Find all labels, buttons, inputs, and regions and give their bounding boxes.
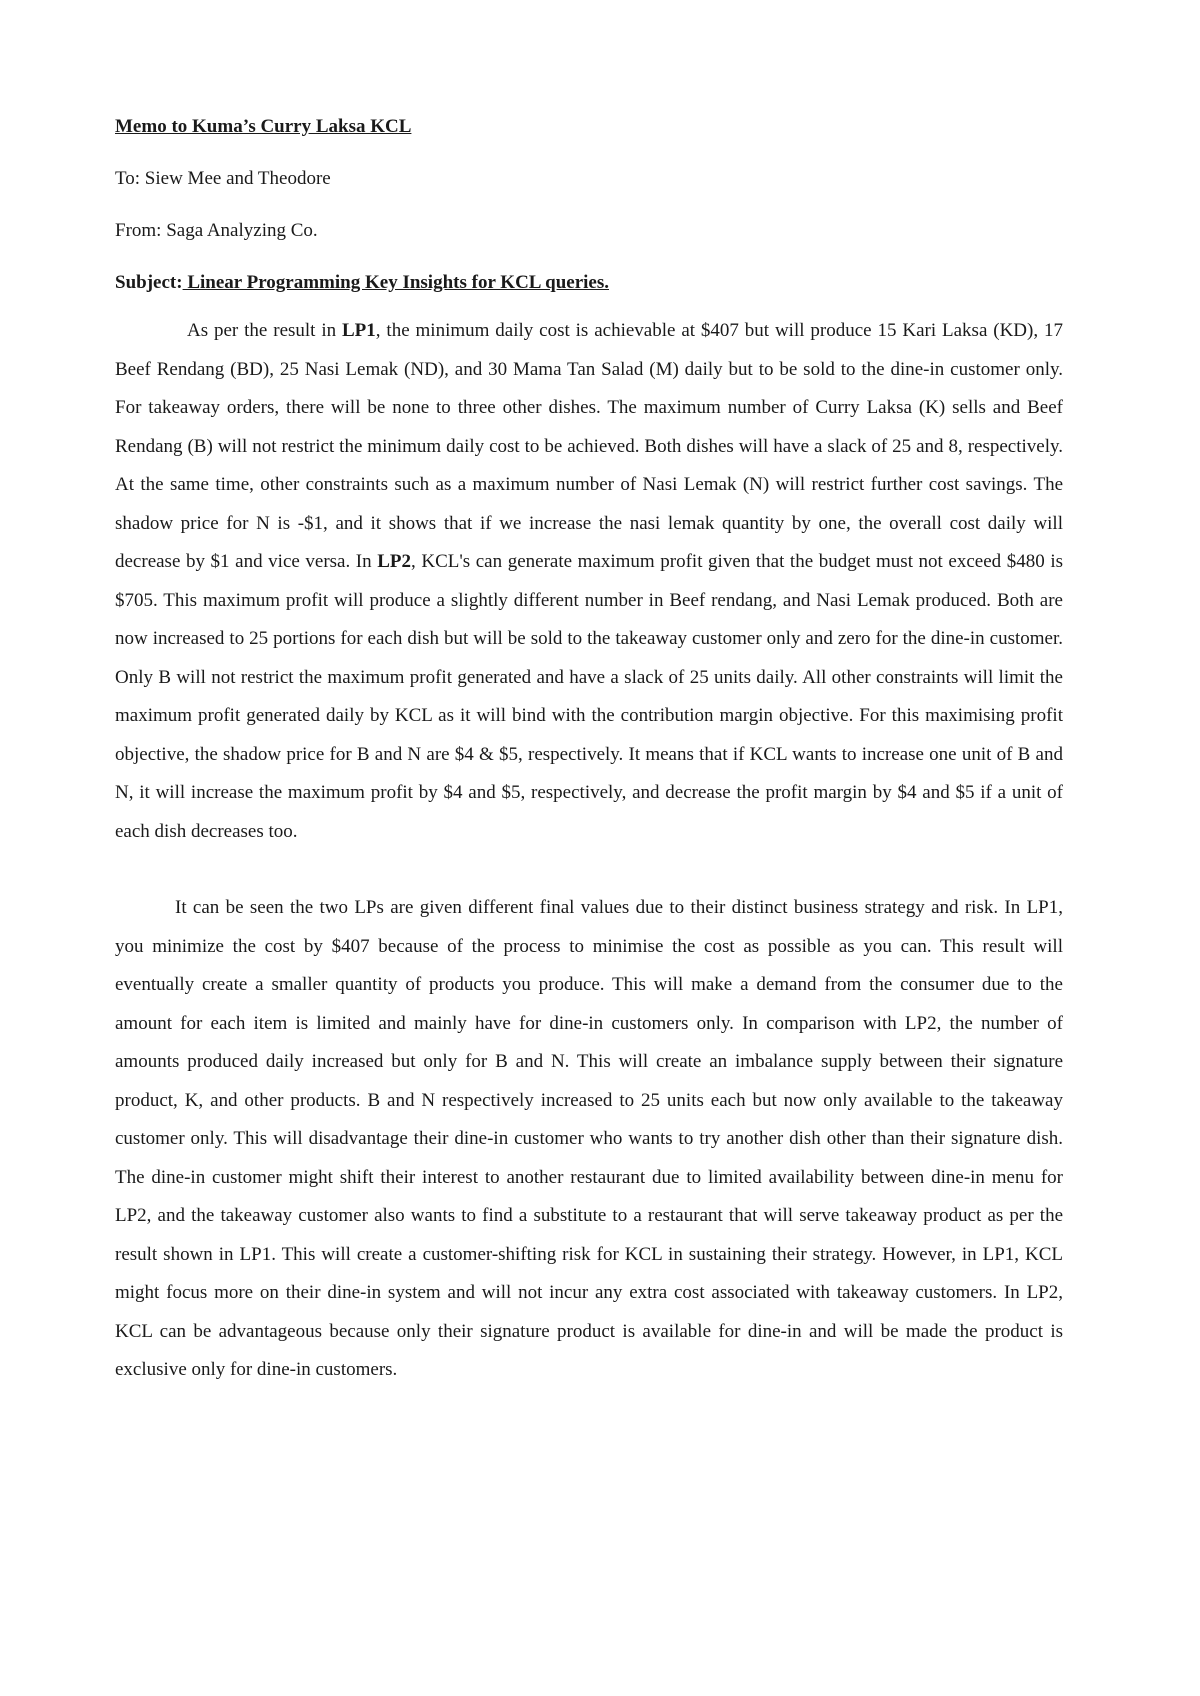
paragraph-1-lp1-term: LP1 (342, 320, 376, 341)
body-paragraph-1 (115, 312, 1063, 851)
memo-to-line: To: Siew Mee and Theodore (115, 168, 331, 189)
memo-title: Memo to Kuma’s Curry Laksa KCL (115, 116, 412, 137)
memo-subject-line (115, 268, 1063, 298)
body-paragraph-2: It can be seen the two LPs are given different final values due to their distinct business strategy and risk. In LP1, you minimize the cost by $407 because of the process to minimise the cost as possible as you can. This result will eventually create a smaller quantity of products you produce. This will make a demand from the consumer due to the amount for each item is limited and mainly have for dine-in customers only. In comparison with LP2, the number of amounts produced daily increased but only for B and N. This will create an imbalance supply between their signature product, K, and other products. B and N respectively increased to 25 units each but now only available to the takeaway customer only. This will disadvantage their dine-in customer who wants to try another dish other than their signature dish. The dine-in customer might shift their interest to another restaurant due to limited availability between dine-in menu for LP2, and the takeaway customer also wants to find a substitute to a restaurant that will serve takeaway product as per the result shown in LP1. This will create a customer-shifting risk for KCL in sustaining their strategy. However, in LP1, KCL might focus more on their dine-in system and will not incur any extra cost associated with takeaway customers. In LP2, KCL can be advantageous because only their signature product is available for dine-in and will be made the product is exclusive only for dine-in customers. (115, 897, 1063, 1380)
subject-label: Subject: (115, 272, 183, 293)
paragraph-1-part-3: , KCL's can generate maximum profit given that the budget must not exceed $480 is $705. This maximum profit will produce a slightly different number in Beef rendang, and Nasi Lemak produced. Both are now increased to 25 portions for each dish but will be sold to the takeaway customer only and zero for the dine-in customer. Only B will not restrict the maximum profit generated and have a slack of 25 units daily. All other constraints will limit the maximum profit generated daily by KCL as it will bind with the contribution margin objective. For this maximising profit objective, the shadow price for B and N are $4 & $5, respectively. It means that if KCL wants to increase one unit of B and N, it will increase the maximum profit by $4 and $5, respectively, and decrease the profit margin by $4 and $5 if a unit of each dish decreases too. (115, 551, 1063, 842)
paragraph-1-part-1: As per the result in (187, 320, 342, 341)
subject-text: Linear Programming Key Insights for KCL queries. (182, 272, 610, 293)
paragraph-1-part-2: , the minimum daily cost is achievable at $407 but will produce 15 Kari Laksa (KD), 17 Beef Rendang (BD), 25 Nasi Lemak (ND), and 30 Mama Tan Salad (M) daily but to be sold to the dine-in customer only. For takeaway orders, there will be none to three other dishes. The maximum number of Curry Laksa (K) sells and Beef Rendang (B) will not restrict the minimum daily cost to be achieved. Both dishes will have a slack of 25 and 8, respectively. At the same time, other constraints such as a maximum number of Nasi Lemak (N) will restrict further cost savings. The shadow price for N is -$1, and it shows that if we increase the nasi lemak quantity by one, the overall cost daily will decrease by $1 and vice versa. In (115, 320, 1063, 572)
memo-from-line: From: Saga Analyzing Co. (115, 220, 318, 241)
memo-page (115, 112, 1063, 1390)
paragraph-1-lp2-term: LP2 (377, 551, 412, 572)
